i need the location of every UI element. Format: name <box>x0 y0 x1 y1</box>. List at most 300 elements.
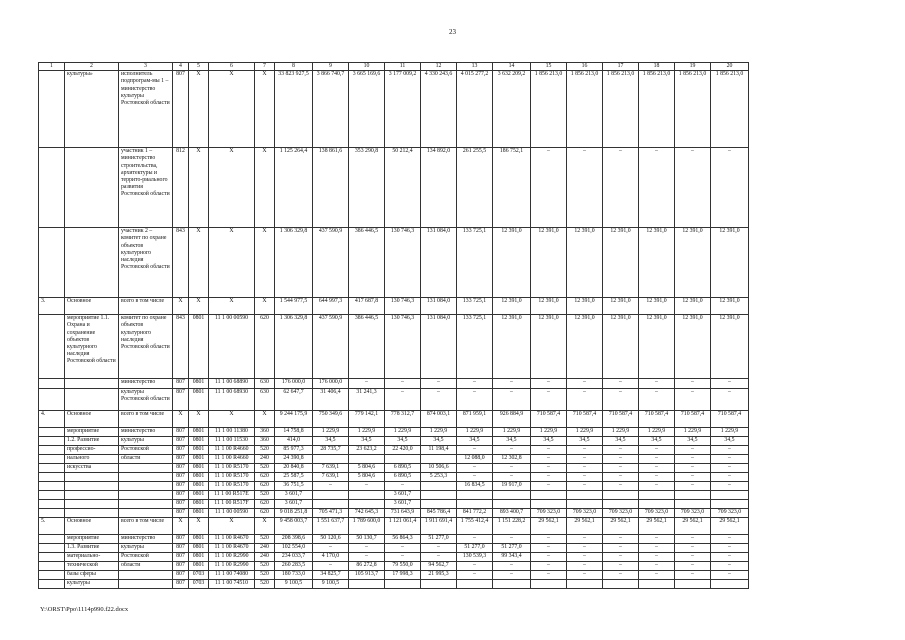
value-cell <box>603 500 639 509</box>
value-cell: Х <box>189 71 209 148</box>
row-number-cell: 4. <box>39 411 65 428</box>
value-cell: 11 1 00 R4670 <box>209 544 255 553</box>
value-cell: 12 391,0 <box>603 315 639 379</box>
value-cell: 843 <box>173 315 189 379</box>
value-cell: 12 391,0 <box>639 315 675 379</box>
value-cell: 0801 <box>189 535 209 544</box>
program-name-cell <box>65 491 119 500</box>
value-cell: – <box>711 455 749 464</box>
value-cell: – <box>639 535 675 544</box>
value-cell: 11 1 00 R4660 <box>209 455 255 464</box>
executor-cell: культуры <box>119 437 173 446</box>
value-cell: 9 100,5 <box>275 580 313 589</box>
value-cell: 926 884,9 <box>493 411 531 428</box>
value-cell: 0801 <box>189 473 209 482</box>
value-cell: 807 <box>173 509 189 518</box>
row-number-cell <box>39 464 65 473</box>
value-cell: 34,5 <box>531 437 567 446</box>
value-cell: – <box>531 482 567 491</box>
value-cell: 620 <box>255 482 275 491</box>
value-cell: Х <box>173 518 189 535</box>
value-cell: 131 084,0 <box>421 228 457 298</box>
program-name-cell <box>65 482 119 491</box>
table-row <box>39 562 749 571</box>
value-cell: – <box>711 562 749 571</box>
value-cell: 807 <box>173 580 189 589</box>
value-cell: 520 <box>255 491 275 500</box>
value-cell: – <box>567 571 603 580</box>
value-cell: 12 391,0 <box>711 298 749 315</box>
program-name-cell <box>65 509 119 518</box>
value-cell: Х <box>209 518 255 535</box>
value-cell: – <box>711 544 749 553</box>
value-cell: 36 751,5 <box>275 482 313 491</box>
value-cell: 11 1 00 11530 <box>209 437 255 446</box>
program-name-cell: профессио- <box>65 446 119 455</box>
value-cell: 414,0 <box>275 437 313 446</box>
row-number-cell <box>39 446 65 455</box>
value-cell: 1 789 600,0 <box>349 518 385 535</box>
value-cell: 437 590,9 <box>313 228 349 298</box>
value-cell: 0801 <box>189 437 209 446</box>
value-cell: – <box>603 464 639 473</box>
value-cell: 34,5 <box>493 437 531 446</box>
value-cell: 0801 <box>189 455 209 464</box>
value-cell: 1 125 264,4 <box>275 148 313 228</box>
value-cell: – <box>675 571 711 580</box>
value-cell: 85 977,3 <box>275 446 313 455</box>
header-cell: 11 <box>385 63 421 71</box>
value-cell <box>603 580 639 589</box>
value-cell: 130 746,3 <box>385 228 421 298</box>
value-cell: Х <box>209 148 255 228</box>
value-cell <box>531 491 567 500</box>
value-cell: 28 735,7 <box>313 446 349 455</box>
header-cell: 10 <box>349 63 385 71</box>
value-cell: 3 601,7 <box>275 500 313 509</box>
value-cell: 0801 <box>189 379 209 389</box>
value-cell: 1 856 213,0 <box>639 71 675 148</box>
value-cell: – <box>313 562 349 571</box>
value-cell: 134 892,0 <box>421 148 457 228</box>
value-cell: 11 1 00 00590 <box>209 315 255 379</box>
program-name-cell: мероприятие 1.1. Охрана и сохранение объектов культурного наследия Ростовской области <box>65 315 119 379</box>
value-cell: 0801 <box>189 491 209 500</box>
program-name-cell: базы сферы <box>65 571 119 580</box>
value-cell: Х <box>189 411 209 428</box>
value-cell: – <box>567 455 603 464</box>
table-row <box>39 428 749 437</box>
value-cell: Х <box>189 228 209 298</box>
value-cell: Х <box>255 298 275 315</box>
value-cell: – <box>385 553 421 562</box>
value-cell: – <box>603 562 639 571</box>
table-row <box>39 509 749 518</box>
value-cell: – <box>675 455 711 464</box>
value-cell: 1 306 329,8 <box>275 228 313 298</box>
value-cell: 34,5 <box>639 437 675 446</box>
value-cell: 1 551 637,7 <box>313 518 349 535</box>
value-cell: 11 1 00 R2990 <box>209 562 255 571</box>
value-cell: 710 587,4 <box>531 411 567 428</box>
table-row <box>39 535 749 544</box>
value-cell: 520 <box>255 446 275 455</box>
value-cell: 9 244 175,9 <box>275 411 313 428</box>
row-number-cell <box>39 509 65 518</box>
header-cell: 16 <box>567 63 603 71</box>
executor-cell: всего в том числе <box>119 411 173 428</box>
value-cell: 710 587,4 <box>675 411 711 428</box>
executor-cell: министерство <box>119 379 173 389</box>
table-row <box>39 464 749 473</box>
value-cell: Х <box>173 411 189 428</box>
value-cell: 9 018 251,8 <box>275 509 313 518</box>
value-cell <box>313 455 349 464</box>
executor-cell <box>119 482 173 491</box>
value-cell: 31 241,3 <box>349 389 385 411</box>
value-cell: 34,5 <box>711 437 749 446</box>
value-cell: 12 391,0 <box>603 228 639 298</box>
value-cell: – <box>567 544 603 553</box>
value-cell: 3 665 169,6 <box>349 71 385 148</box>
table-row <box>39 571 749 580</box>
executor-cell <box>119 509 173 518</box>
value-cell: 520 <box>255 464 275 473</box>
table-row <box>39 500 749 509</box>
value-cell: 1 544 977,5 <box>275 298 313 315</box>
program-name-cell: технической <box>65 562 119 571</box>
row-number-cell <box>39 389 65 411</box>
value-cell <box>675 500 711 509</box>
value-cell: – <box>675 482 711 491</box>
value-cell: 133 725,1 <box>457 228 493 298</box>
value-cell: – <box>603 446 639 455</box>
header-cell: 2 <box>65 63 119 71</box>
value-cell: 50 120,6 <box>313 535 349 544</box>
value-cell: – <box>675 562 711 571</box>
value-cell: 12 391,0 <box>711 315 749 379</box>
value-cell: – <box>711 482 749 491</box>
value-cell: 7 639,1 <box>313 473 349 482</box>
value-cell: 0801 <box>189 315 209 379</box>
value-cell: – <box>531 379 567 389</box>
value-cell: – <box>567 379 603 389</box>
table-row <box>39 71 749 148</box>
value-cell: 11 1 00 R2990 <box>209 553 255 562</box>
value-cell: – <box>603 379 639 389</box>
value-cell: – <box>603 148 639 228</box>
row-number-cell <box>39 535 65 544</box>
value-cell: 630 <box>255 379 275 389</box>
value-cell: 437 590,9 <box>313 315 349 379</box>
value-cell: – <box>421 379 457 389</box>
value-cell: – <box>493 379 531 389</box>
row-number-cell <box>39 500 65 509</box>
value-cell: – <box>675 473 711 482</box>
value-cell: 1 229,9 <box>531 428 567 437</box>
value-cell <box>603 491 639 500</box>
value-cell: 360 <box>255 437 275 446</box>
value-cell: 710 587,4 <box>711 411 749 428</box>
row-number-cell <box>39 482 65 491</box>
value-cell: 12 088,0 <box>457 455 493 464</box>
value-cell: 0801 <box>189 544 209 553</box>
value-cell: 709 323,0 <box>567 509 603 518</box>
value-cell: 1 229,9 <box>421 428 457 437</box>
value-cell <box>493 491 531 500</box>
row-number-cell <box>39 491 65 500</box>
value-cell: 4 015 277,2 <box>457 71 493 148</box>
value-cell <box>675 491 711 500</box>
value-cell: 11 1 00 74510 <box>209 580 255 589</box>
value-cell: Х <box>255 148 275 228</box>
value-cell: – <box>567 535 603 544</box>
value-cell: – <box>639 473 675 482</box>
value-cell: 11 1 00 R517Е <box>209 491 255 500</box>
value-cell: Х <box>209 298 255 315</box>
value-cell: 12 391,0 <box>531 315 567 379</box>
value-cell: – <box>493 446 531 455</box>
header-cell: 18 <box>639 63 675 71</box>
value-cell: – <box>349 553 385 562</box>
value-cell: 31 406,4 <box>313 389 349 411</box>
value-cell: – <box>531 535 567 544</box>
value-cell: – <box>421 389 457 411</box>
value-cell: Х <box>255 411 275 428</box>
row-number-cell <box>39 379 65 389</box>
value-cell: 807 <box>173 491 189 500</box>
table-row <box>39 228 749 298</box>
value-cell: – <box>567 482 603 491</box>
value-cell: 12 302,8 <box>493 455 531 464</box>
value-cell: 1 306 329,8 <box>275 315 313 379</box>
value-cell: 12 391,0 <box>531 298 567 315</box>
value-cell: 709 323,0 <box>675 509 711 518</box>
value-cell: 3 601,7 <box>385 500 421 509</box>
value-cell: 11 1 00 74080 <box>209 571 255 580</box>
value-cell: – <box>457 464 493 473</box>
value-cell: – <box>711 379 749 389</box>
row-number-cell <box>39 544 65 553</box>
program-name-cell: культуры» <box>65 71 119 148</box>
value-cell: 0801 <box>189 500 209 509</box>
value-cell: 807 <box>173 482 189 491</box>
value-cell <box>349 500 385 509</box>
value-cell: 3 177 009,2 <box>385 71 421 148</box>
value-cell: – <box>567 473 603 482</box>
value-cell: 186 752,1 <box>493 148 531 228</box>
value-cell: – <box>567 553 603 562</box>
value-cell: 11 1 00 00590 <box>209 509 255 518</box>
value-cell: – <box>603 389 639 411</box>
value-cell <box>711 491 749 500</box>
value-cell: 34,5 <box>457 437 493 446</box>
value-cell: 1 229,9 <box>711 428 749 437</box>
value-cell: 5 253,3 <box>421 473 457 482</box>
executor-cell: области <box>119 455 173 464</box>
value-cell: 0801 <box>189 464 209 473</box>
value-cell <box>531 500 567 509</box>
value-cell: 12 391,0 <box>639 228 675 298</box>
value-cell: 9 458 003,7 <box>275 518 313 535</box>
value-cell: – <box>567 389 603 411</box>
value-cell: – <box>675 544 711 553</box>
header-cell: 20 <box>711 63 749 71</box>
value-cell: 1 755 412,4 <box>457 518 493 535</box>
header-cell: 9 <box>313 63 349 71</box>
value-cell: 807 <box>173 379 189 389</box>
value-cell <box>421 491 457 500</box>
executor-cell: Ростовской <box>119 446 173 455</box>
header-cell: 1 <box>39 63 65 71</box>
executor-cell: всего в том числе <box>119 298 173 315</box>
value-cell: 0801 <box>189 389 209 411</box>
program-name-cell: Основное <box>65 298 119 315</box>
value-cell: 807 <box>173 535 189 544</box>
header-cell: 5 <box>189 63 209 71</box>
header-cell: 17 <box>603 63 639 71</box>
value-cell <box>421 500 457 509</box>
value-cell: 34,5 <box>385 437 421 446</box>
value-cell: 5 804,6 <box>349 464 385 473</box>
value-cell: – <box>711 473 749 482</box>
table-row <box>39 411 749 428</box>
program-name-cell: мероприятие <box>65 428 119 437</box>
value-cell: 23 623,2 <box>349 446 385 455</box>
value-cell: Х <box>255 71 275 148</box>
value-cell: 520 <box>255 535 275 544</box>
value-cell: 620 <box>255 315 275 379</box>
value-cell: – <box>421 544 457 553</box>
value-cell: 11 1 00 R5170 <box>209 473 255 482</box>
value-cell: 893 400,7 <box>493 509 531 518</box>
program-name-cell <box>65 473 119 482</box>
value-cell: 11 1 00 R5170 <box>209 482 255 491</box>
program-name-cell: нального <box>65 455 119 464</box>
header-cell: 19 <box>675 63 711 71</box>
value-cell: – <box>421 553 457 562</box>
value-cell: 620 <box>255 500 275 509</box>
value-cell: 807 <box>173 553 189 562</box>
page-number: 23 <box>449 28 456 36</box>
value-cell: Х <box>255 228 275 298</box>
value-cell: – <box>493 464 531 473</box>
value-cell: 779 142,1 <box>349 411 385 428</box>
value-cell: 50 212,4 <box>385 148 421 228</box>
value-cell: – <box>639 562 675 571</box>
value-cell <box>457 500 493 509</box>
value-cell: 709 323,0 <box>711 509 749 518</box>
value-cell: 874 003,1 <box>421 411 457 428</box>
value-cell: 1 229,9 <box>639 428 675 437</box>
value-cell: 176 000,0 <box>313 379 349 389</box>
value-cell <box>639 580 675 589</box>
table-row <box>39 544 749 553</box>
program-name-cell <box>65 228 119 298</box>
value-cell: – <box>603 553 639 562</box>
value-cell: – <box>567 148 603 228</box>
value-cell: 1 911 691,4 <box>421 518 457 535</box>
value-cell: 1 229,9 <box>493 428 531 437</box>
table-row <box>39 455 749 464</box>
value-cell: 25 587,5 <box>275 473 313 482</box>
row-number-cell <box>39 580 65 589</box>
value-cell: 1 229,9 <box>313 428 349 437</box>
value-cell: 6 890,5 <box>385 464 421 473</box>
row-number-cell <box>39 71 65 148</box>
program-name-cell: мероприятие <box>65 535 119 544</box>
value-cell: 33 823 927,5 <box>275 71 313 148</box>
value-cell: 750 349,6 <box>313 411 349 428</box>
value-cell: 417 687,8 <box>349 298 385 315</box>
value-cell: 520 <box>255 580 275 589</box>
executor-cell <box>119 491 173 500</box>
value-cell: 14 758,8 <box>275 428 313 437</box>
value-cell: 51 277,0 <box>457 544 493 553</box>
value-cell: 9 100,5 <box>313 580 349 589</box>
value-cell: 86 272,8 <box>349 562 385 571</box>
header-cell: 3 <box>119 63 173 71</box>
value-cell: 731 643,9 <box>385 509 421 518</box>
value-cell: Х <box>189 148 209 228</box>
table-row <box>39 379 749 389</box>
value-cell: 807 <box>173 389 189 411</box>
value-cell: – <box>457 562 493 571</box>
value-cell: 34,5 <box>567 437 603 446</box>
row-number-cell <box>39 228 65 298</box>
value-cell: 24 390,8 <box>275 455 313 464</box>
value-cell: – <box>675 553 711 562</box>
value-cell: 620 <box>255 509 275 518</box>
value-cell: 34,5 <box>675 437 711 446</box>
value-cell: 34,5 <box>421 437 457 446</box>
value-cell <box>711 500 749 509</box>
value-cell <box>421 455 457 464</box>
executor-cell: участник 2 – комитет по охране объектов культурного наследия Ростовской области <box>119 228 173 298</box>
program-name-cell: культуры <box>65 580 119 589</box>
table-row <box>39 298 749 315</box>
value-cell: – <box>493 389 531 411</box>
value-cell: 1 856 213,0 <box>531 71 567 148</box>
value-cell: 234 033,7 <box>275 553 313 562</box>
executor-cell: министерство <box>119 535 173 544</box>
executor-cell <box>119 473 173 482</box>
row-number-cell <box>39 455 65 464</box>
executor-cell: комитет по охране объектов культурного наследия Ростовской области <box>119 315 173 379</box>
value-cell: – <box>457 535 493 544</box>
value-cell: 240 <box>255 544 275 553</box>
value-cell: 12 391,0 <box>493 298 531 315</box>
value-cell: 12 391,0 <box>675 315 711 379</box>
value-cell: 51 277,0 <box>493 544 531 553</box>
value-cell: 807 <box>173 428 189 437</box>
value-cell: – <box>457 446 493 455</box>
value-cell <box>385 455 421 464</box>
value-cell: Х <box>209 71 255 148</box>
value-cell: – <box>349 544 385 553</box>
value-cell: – <box>493 535 531 544</box>
value-cell: – <box>531 464 567 473</box>
value-cell: – <box>385 482 421 491</box>
value-cell: 6 890,5 <box>385 473 421 482</box>
value-cell: 843 <box>173 228 189 298</box>
program-name-cell: 1.2. Развитие <box>65 437 119 446</box>
value-cell: 105 913,7 <box>349 571 385 580</box>
value-cell: 710 587,4 <box>603 411 639 428</box>
value-cell: 807 <box>173 473 189 482</box>
executor-cell <box>119 571 173 580</box>
value-cell: – <box>457 473 493 482</box>
